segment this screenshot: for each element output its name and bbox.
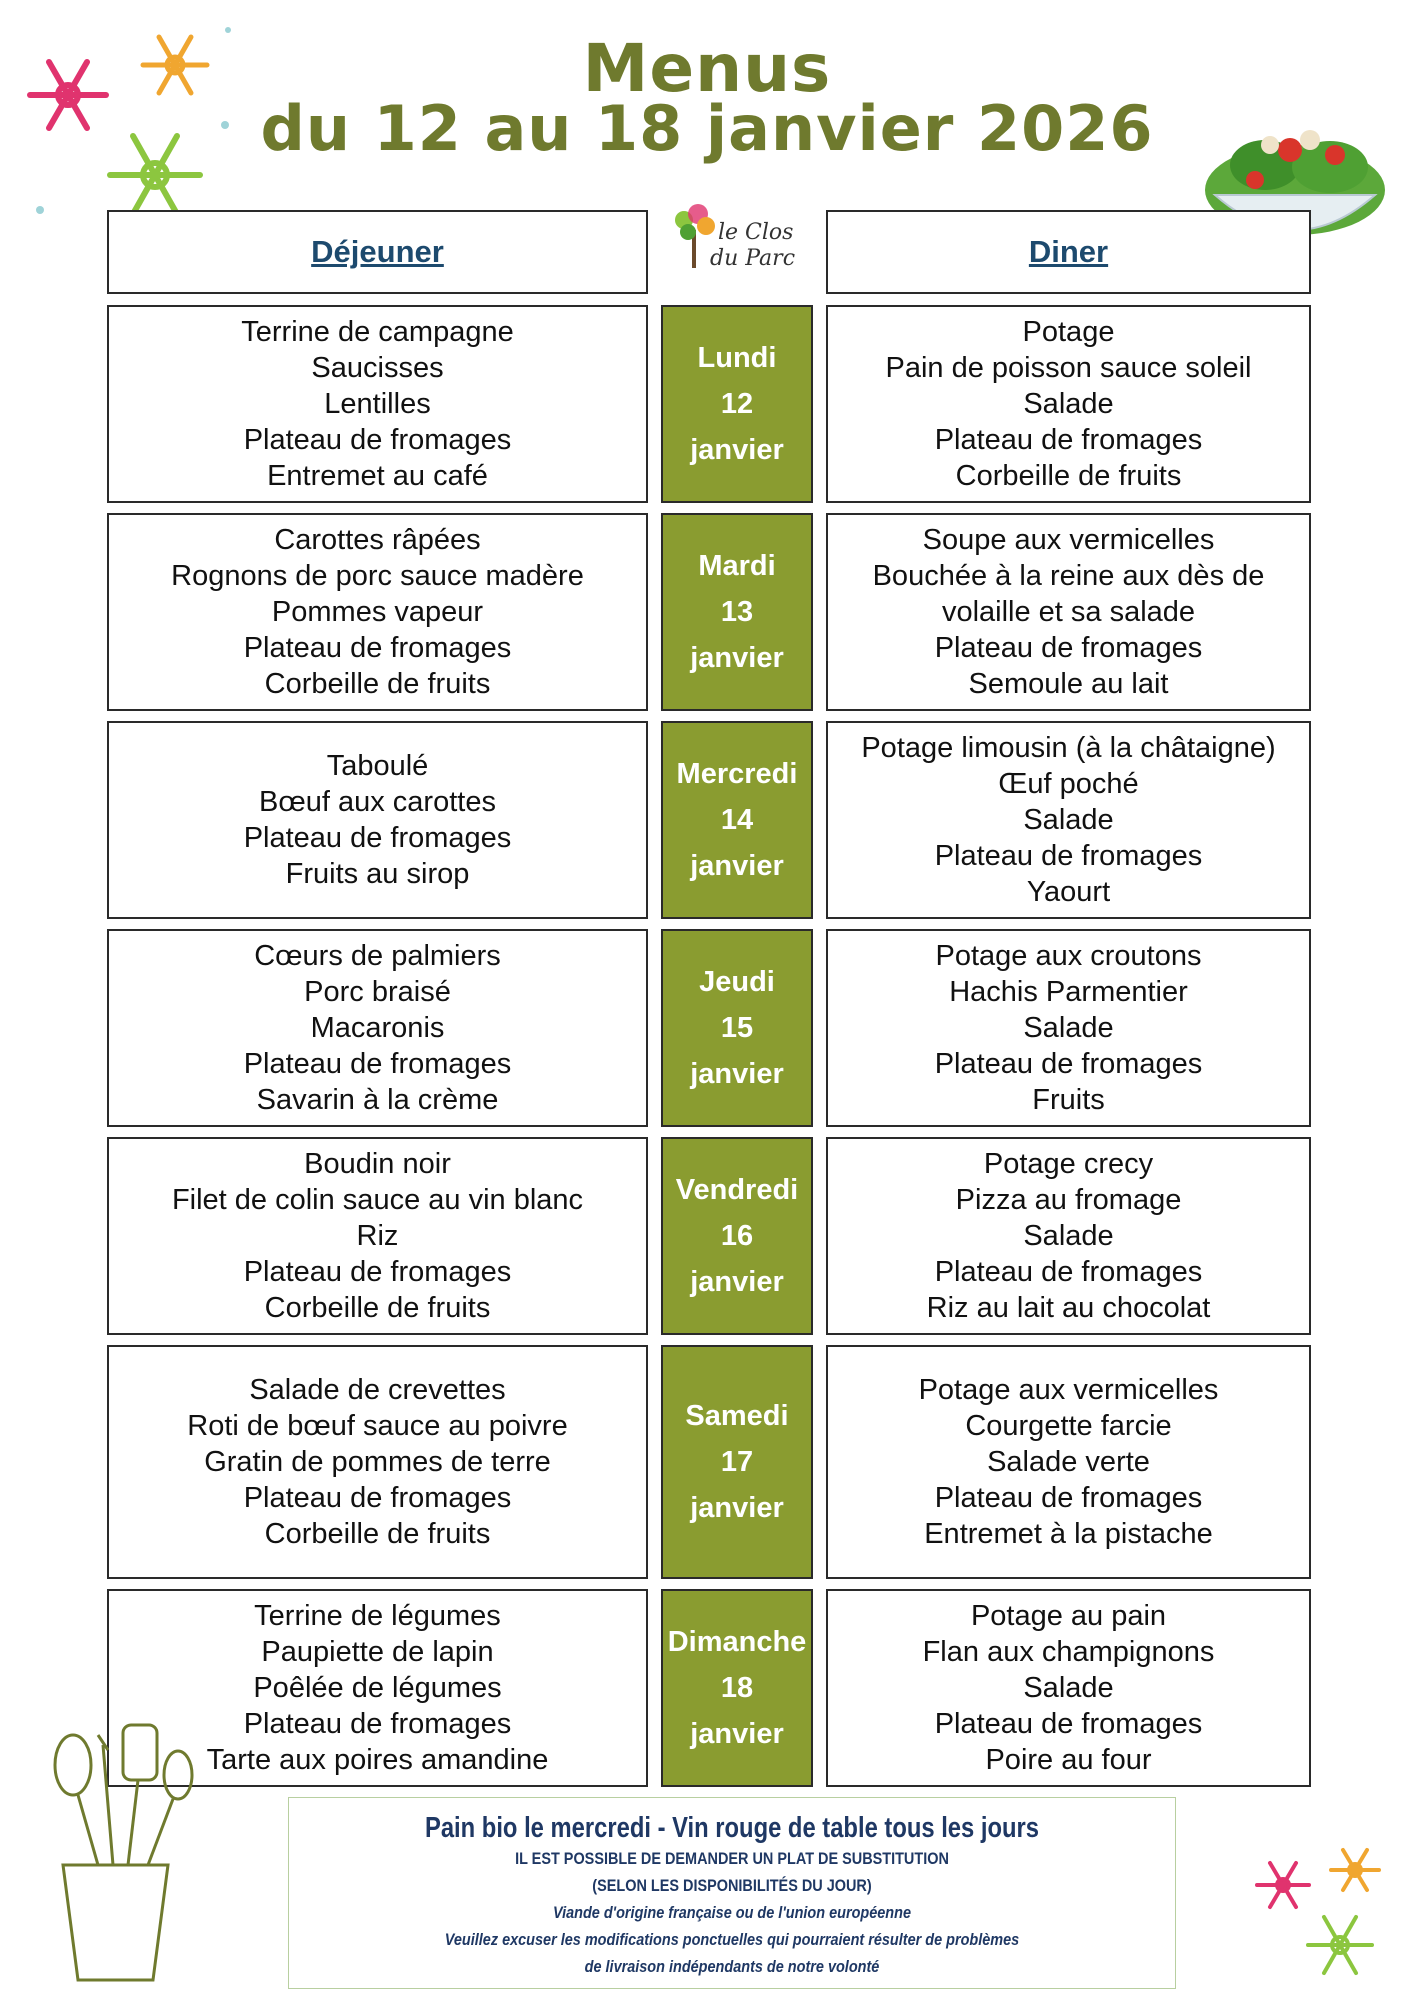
footer-apology-line: Veuillez excuser les modifications ponctuelles qui pourraient résulter de problèmes xyxy=(444,1930,1020,1949)
day-label-1 xyxy=(661,513,813,711)
lunch-menu-4 xyxy=(107,1137,648,1335)
lunch-dish: Plateau de fromages xyxy=(243,1708,512,1740)
logo-text-line2: du Parc xyxy=(710,246,796,271)
dinner-dish: Plateau de fromages xyxy=(934,1708,1203,1740)
lunch-menu-1 xyxy=(107,513,648,711)
lunch-dish: Savarin à la crème xyxy=(256,1084,499,1116)
lunch-header-box xyxy=(107,210,648,294)
dinner-dish: Salade xyxy=(1023,1220,1114,1252)
dinner-dish: volaille et sa salade xyxy=(941,596,1196,628)
lunch-dish: Bœuf aux carottes xyxy=(259,786,496,818)
day-label-6 xyxy=(661,1589,813,1787)
dinner-dish: Salade xyxy=(1023,1012,1114,1044)
dinner-dish: Poire au four xyxy=(985,1744,1152,1776)
lunch-dish: Saucisses xyxy=(311,352,444,384)
dinner-menu-6 xyxy=(826,1589,1311,1787)
lunch-dish: Lentilles xyxy=(324,388,431,420)
day-month: janvier xyxy=(690,1058,784,1090)
footer-main-line: Pain bio le mercredi - Vin rouge de table tous les jours xyxy=(424,1812,1040,1844)
lunch-menu-0 xyxy=(107,305,648,503)
dinner-dish: Salade xyxy=(1023,1672,1114,1704)
dinner-header: Diner xyxy=(1028,234,1109,269)
dinner-dish: Fruits xyxy=(1032,1084,1105,1116)
snowflake-decoration-bottom-right xyxy=(1245,1830,1405,1990)
dinner-dish: Salade verte xyxy=(987,1446,1150,1478)
lunch-dish: Filet de colin sauce au vin blanc xyxy=(171,1184,584,1216)
lunch-dish: Porc braisé xyxy=(304,976,451,1008)
dinner-dish: Potage xyxy=(1022,316,1115,348)
dinner-menu-4 xyxy=(826,1137,1311,1335)
dinner-dish: Flan aux champignons xyxy=(922,1636,1215,1668)
lunch-dish: Corbeille de fruits xyxy=(264,1518,491,1550)
lunch-dish: Paupiette de lapin xyxy=(261,1636,494,1668)
lunch-menu-3 xyxy=(107,929,648,1127)
dinner-dish: Soupe aux vermicelles xyxy=(922,524,1215,556)
dinner-dish: Plateau de fromages xyxy=(934,424,1203,456)
dinner-dish: Yaourt xyxy=(1026,876,1111,908)
lunch-dish: Terrine de légumes xyxy=(254,1600,501,1632)
day-name: Vendredi xyxy=(675,1174,799,1206)
dinner-menu-0 xyxy=(826,305,1311,503)
day-month: janvier xyxy=(690,1266,784,1298)
kitchen-utensils-illustration xyxy=(28,1715,208,1985)
dinner-menu-3 xyxy=(826,929,1311,1127)
dinner-dish: Potage crecy xyxy=(983,1148,1154,1180)
dinner-dish: Potage aux croutons xyxy=(935,940,1202,972)
lunch-dish: Poêlée de légumes xyxy=(253,1672,502,1704)
lunch-dish: Plateau de fromages xyxy=(243,822,512,854)
dinner-dish: Hachis Parmentier xyxy=(949,976,1188,1008)
day-name: Mercredi xyxy=(676,758,798,790)
dinner-dish: Riz au lait au chocolat xyxy=(926,1292,1211,1324)
day-num: 16 xyxy=(720,1220,754,1252)
footer-notice xyxy=(288,1797,1176,1989)
day-label-5 xyxy=(661,1345,813,1579)
lunch-dish: Entremet au café xyxy=(267,460,488,492)
lunch-dish: Gratin de pommes de terre xyxy=(204,1446,551,1478)
day-name: Dimanche xyxy=(667,1626,807,1658)
dinner-dish: Salade xyxy=(1023,804,1114,836)
footer-availability-line: (SELON LES DISPONIBILITÉS DU JOUR) xyxy=(592,1876,872,1895)
dinner-dish: Courgette farcie xyxy=(965,1410,1172,1442)
lunch-dish: Cœurs de palmiers xyxy=(254,940,501,972)
day-num: 17 xyxy=(720,1446,754,1478)
day-name: Samedi xyxy=(685,1400,789,1432)
dinner-dish: Plateau de fromages xyxy=(934,632,1203,664)
page-title: Menus xyxy=(582,30,832,107)
dinner-dish: Pain de poisson sauce soleil xyxy=(885,352,1252,384)
dinner-dish: Corbeille de fruits xyxy=(955,460,1182,492)
day-month: janvier xyxy=(690,434,784,466)
dinner-dish: Potage limousin (à la châtaigne) xyxy=(861,732,1276,764)
lunch-menu-5 xyxy=(107,1345,648,1579)
dinner-header-box xyxy=(826,210,1311,294)
footer-delivery-line: de livraison indépendants de notre volonté xyxy=(584,1957,880,1976)
day-month: janvier xyxy=(690,1492,784,1524)
lunch-dish: Terrine de campagne xyxy=(241,316,514,348)
day-num: 18 xyxy=(720,1672,754,1704)
dinner-dish: Entremet à la pistache xyxy=(924,1518,1213,1550)
lunch-dish: Plateau de fromages xyxy=(243,632,512,664)
lunch-header: Déjeuner xyxy=(311,234,444,269)
lunch-dish: Tarte aux poires amandine xyxy=(206,1744,549,1776)
dinner-menu-1 xyxy=(826,513,1311,711)
day-month: janvier xyxy=(690,850,784,882)
day-month: janvier xyxy=(690,1718,784,1750)
dinner-dish: Semoule au lait xyxy=(968,668,1169,700)
lunch-dish: Plateau de fromages xyxy=(243,424,512,456)
day-num: 12 xyxy=(720,388,754,420)
page-subtitle-dates: du 12 au 18 janvier 2026 xyxy=(260,92,1154,165)
clos-du-parc-logo xyxy=(668,200,812,292)
dinner-menu-5 xyxy=(826,1345,1311,1579)
dinner-dish: Plateau de fromages xyxy=(934,1048,1203,1080)
day-num: 15 xyxy=(720,1012,754,1044)
lunch-dish: Rognons de porc sauce madère xyxy=(171,560,584,592)
dinner-dish: Pizza au fromage xyxy=(955,1184,1182,1216)
lunch-dish: Plateau de fromages xyxy=(243,1482,512,1514)
lunch-dish: Fruits au sirop xyxy=(285,858,470,890)
logo-text-line1: le Clos xyxy=(718,220,794,245)
day-label-4 xyxy=(661,1137,813,1335)
day-name: Jeudi xyxy=(699,966,775,998)
day-num: 14 xyxy=(720,804,754,836)
dinner-dish: Potage aux vermicelles xyxy=(918,1374,1219,1406)
dinner-menu-2 xyxy=(826,721,1311,919)
day-num: 13 xyxy=(720,596,754,628)
lunch-dish: Riz xyxy=(356,1220,399,1252)
footer-origin-line: Viande d'origine française ou de l'union européenne xyxy=(552,1903,912,1922)
day-label-2 xyxy=(661,721,813,919)
footer-substitution-line: IL EST POSSIBLE DE DEMANDER UN PLAT DE SUBSTITUTION xyxy=(515,1849,949,1868)
lunch-dish: Roti de bœuf sauce au poivre xyxy=(187,1410,568,1442)
dinner-dish: Salade xyxy=(1023,388,1114,420)
lunch-dish: Plateau de fromages xyxy=(243,1256,512,1288)
dinner-dish: Œuf poché xyxy=(998,768,1139,800)
lunch-dish: Taboulé xyxy=(326,750,429,782)
lunch-dish: Corbeille de fruits xyxy=(264,668,491,700)
lunch-dish: Corbeille de fruits xyxy=(264,1292,491,1324)
day-name: Mardi xyxy=(698,550,776,582)
lunch-dish: Salade de crevettes xyxy=(249,1374,506,1406)
day-name: Lundi xyxy=(697,342,777,374)
lunch-dish: Pommes vapeur xyxy=(271,596,484,628)
lunch-dish: Plateau de fromages xyxy=(243,1048,512,1080)
dinner-dish: Plateau de fromages xyxy=(934,840,1203,872)
dinner-dish: Potage au pain xyxy=(970,1600,1167,1632)
dinner-dish: Bouchée à la reine aux dès de xyxy=(872,560,1265,592)
lunch-dish: Macaronis xyxy=(310,1012,445,1044)
day-label-3 xyxy=(661,929,813,1127)
lunch-dish: Boudin noir xyxy=(304,1148,451,1180)
day-month: janvier xyxy=(690,642,784,674)
dinner-dish: Plateau de fromages xyxy=(934,1482,1203,1514)
day-label-0 xyxy=(661,305,813,503)
dinner-dish: Plateau de fromages xyxy=(934,1256,1203,1288)
lunch-menu-2 xyxy=(107,721,648,919)
lunch-dish: Carottes râpées xyxy=(274,524,481,556)
